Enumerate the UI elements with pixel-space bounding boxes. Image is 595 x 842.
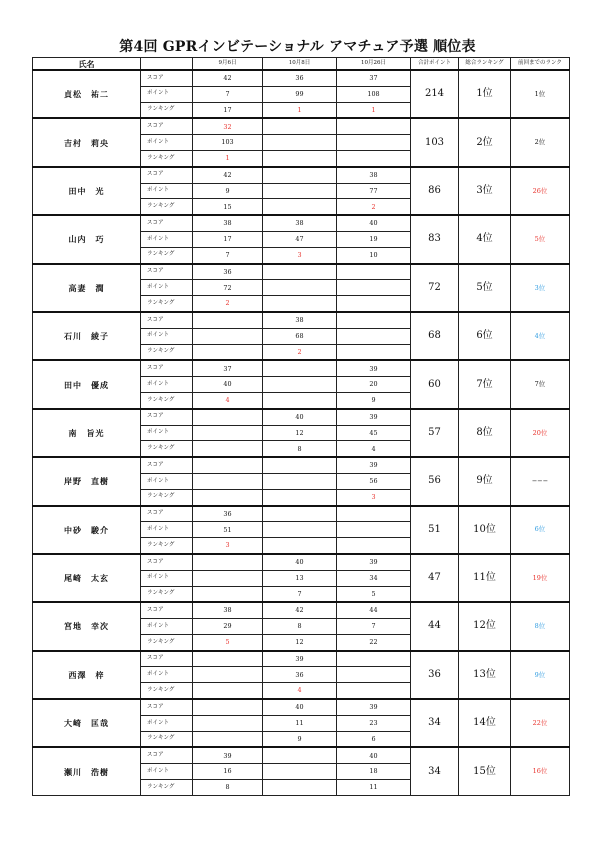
points-cell: 77 [337, 183, 411, 199]
rank-cell: 1 [263, 102, 337, 118]
player-name: 山内 巧 [33, 215, 141, 263]
rank-cell: 8 [263, 441, 337, 457]
rank-cell [263, 489, 337, 505]
points-cell: 17 [193, 231, 263, 247]
player-row [33, 457, 570, 473]
overall-rank: 13位 [459, 651, 511, 699]
previous-rank: 4位 [511, 312, 570, 360]
points-cell: 103 [193, 135, 263, 151]
player-row [33, 118, 570, 134]
row-label-score: スコア [141, 699, 193, 715]
player-row [33, 264, 570, 280]
row-label-rank: ランキング [141, 683, 193, 699]
points-cell: 34 [337, 570, 411, 586]
rank-cell: 11 [337, 780, 411, 796]
row-label-rank: ランキング [141, 102, 193, 118]
header-label-blank [141, 58, 193, 71]
player-name: 南 旨光 [33, 409, 141, 457]
points-cell: 11 [263, 715, 337, 731]
points-cell: 13 [263, 570, 337, 586]
points-cell [263, 764, 337, 780]
score-cell: 39 [337, 409, 411, 425]
rank-cell [263, 392, 337, 408]
row-label-score: スコア [141, 747, 193, 763]
points-cell: 99 [263, 86, 337, 102]
score-cell [263, 506, 337, 522]
total-points: 47 [411, 554, 459, 602]
score-cell: 42 [263, 602, 337, 618]
rank-cell: 17 [193, 102, 263, 118]
rank-cell: 7 [263, 586, 337, 602]
row-label-points: ポイント [141, 522, 193, 538]
points-cell [337, 328, 411, 344]
rank-cell [337, 296, 411, 312]
score-cell: 39 [337, 699, 411, 715]
score-cell: 39 [263, 651, 337, 667]
score-cell [337, 651, 411, 667]
points-cell: 45 [337, 425, 411, 441]
total-points: 34 [411, 747, 459, 795]
rank-cell: 1 [337, 102, 411, 118]
total-points: 214 [411, 70, 459, 118]
score-cell: 40 [263, 409, 337, 425]
points-cell: 40 [193, 377, 263, 393]
rank-cell [193, 586, 263, 602]
score-cell: 38 [263, 215, 337, 231]
player-row [33, 215, 570, 231]
points-cell: 68 [263, 328, 337, 344]
header-date-3: 10月26日 [337, 58, 411, 71]
score-cell: 42 [193, 167, 263, 183]
header-overall-rank: 総合ランキング [459, 58, 511, 71]
previous-rank: 3位 [511, 264, 570, 312]
overall-rank: 3位 [459, 167, 511, 215]
player-name: 石川 綾子 [33, 312, 141, 360]
rank-cell: 3 [193, 538, 263, 554]
player-row [33, 167, 570, 183]
overall-rank: 14位 [459, 699, 511, 747]
rank-cell [263, 150, 337, 166]
rank-cell: 1 [193, 150, 263, 166]
previous-rank: 6位 [511, 506, 570, 554]
points-cell: 23 [337, 715, 411, 731]
total-points: 57 [411, 409, 459, 457]
header-name: 氏名 [33, 58, 141, 71]
points-cell [193, 328, 263, 344]
rank-cell: 5 [193, 634, 263, 650]
row-label-score: スコア [141, 457, 193, 473]
points-cell [263, 280, 337, 296]
previous-rank: 2位 [511, 118, 570, 166]
previous-rank: 7位 [511, 360, 570, 408]
player-name: 田中 優成 [33, 360, 141, 408]
points-cell [337, 280, 411, 296]
row-label-score: スコア [141, 409, 193, 425]
points-cell [263, 522, 337, 538]
rank-cell: 3 [263, 247, 337, 263]
row-label-points: ポイント [141, 715, 193, 731]
row-label-points: ポイント [141, 135, 193, 151]
score-cell: 38 [337, 167, 411, 183]
rank-cell [263, 296, 337, 312]
rank-cell [193, 489, 263, 505]
points-cell [337, 667, 411, 683]
points-cell: 108 [337, 86, 411, 102]
points-cell [193, 667, 263, 683]
player-name: 岸野 直樹 [33, 457, 141, 505]
previous-rank: 9位 [511, 651, 570, 699]
player-row [33, 554, 570, 570]
player-row [33, 360, 570, 376]
player-name: 大崎 匡哉 [33, 699, 141, 747]
score-cell: 36 [193, 506, 263, 522]
score-cell: 38 [263, 312, 337, 328]
player-row [33, 602, 570, 618]
row-label-rank: ランキング [141, 634, 193, 650]
score-cell: 40 [263, 554, 337, 570]
previous-rank: 26位 [511, 167, 570, 215]
points-cell: 9 [193, 183, 263, 199]
row-label-points: ポイント [141, 425, 193, 441]
score-cell: 36 [193, 264, 263, 280]
score-cell [193, 554, 263, 570]
rank-cell [263, 780, 337, 796]
row-label-rank: ランキング [141, 586, 193, 602]
player-name: 吉村 莉央 [33, 118, 141, 166]
overall-rank: 11位 [459, 554, 511, 602]
row-label-points: ポイント [141, 570, 193, 586]
row-label-rank: ランキング [141, 344, 193, 360]
row-label-score: スコア [141, 312, 193, 328]
row-label-score: スコア [141, 70, 193, 86]
points-cell: 7 [337, 619, 411, 635]
player-name: 高妻 潤 [33, 264, 141, 312]
rank-cell: 4 [337, 441, 411, 457]
score-cell [193, 312, 263, 328]
score-cell [263, 264, 337, 280]
points-cell: 29 [193, 619, 263, 635]
rank-cell: 3 [337, 489, 411, 505]
previous-rank: 20位 [511, 409, 570, 457]
rank-cell: 12 [263, 634, 337, 650]
rank-cell [337, 150, 411, 166]
score-cell: 40 [337, 215, 411, 231]
points-cell: 16 [193, 764, 263, 780]
row-label-rank: ランキング [141, 247, 193, 263]
score-cell: 44 [337, 602, 411, 618]
row-label-score: スコア [141, 651, 193, 667]
row-label-score: スコア [141, 554, 193, 570]
points-cell: 51 [193, 522, 263, 538]
score-cell [263, 747, 337, 763]
rank-cell: 5 [337, 586, 411, 602]
header-date-2: 10月8日 [263, 58, 337, 71]
row-label-points: ポイント [141, 377, 193, 393]
score-cell: 38 [193, 602, 263, 618]
previous-rank: −−− [511, 457, 570, 505]
points-cell: 72 [193, 280, 263, 296]
total-points: 72 [411, 264, 459, 312]
player-name: 貞松 祐二 [33, 70, 141, 118]
row-label-rank: ランキング [141, 150, 193, 166]
points-cell: 19 [337, 231, 411, 247]
score-cell [337, 118, 411, 134]
row-label-score: スコア [141, 215, 193, 231]
rank-cell: 9 [337, 392, 411, 408]
row-label-rank: ランキング [141, 392, 193, 408]
standings-table [32, 57, 570, 796]
header-prev-rank: 前回までのランク [511, 58, 570, 71]
score-cell: 32 [193, 118, 263, 134]
overall-rank: 1位 [459, 70, 511, 118]
total-points: 51 [411, 506, 459, 554]
points-cell: 36 [263, 667, 337, 683]
overall-rank: 12位 [459, 602, 511, 650]
score-cell [193, 409, 263, 425]
rank-cell: 22 [337, 634, 411, 650]
score-cell [263, 457, 337, 473]
rank-cell: 2 [193, 296, 263, 312]
points-cell [263, 377, 337, 393]
overall-rank: 2位 [459, 118, 511, 166]
previous-rank: 22位 [511, 699, 570, 747]
score-cell [337, 312, 411, 328]
total-points: 103 [411, 118, 459, 166]
rank-cell [263, 538, 337, 554]
previous-rank: 8位 [511, 602, 570, 650]
row-label-points: ポイント [141, 328, 193, 344]
points-cell [193, 570, 263, 586]
player-name: 尾崎 太玄 [33, 554, 141, 602]
total-points: 56 [411, 457, 459, 505]
row-label-rank: ランキング [141, 538, 193, 554]
row-label-score: スコア [141, 264, 193, 280]
header-date-1: 9月6日 [193, 58, 263, 71]
points-cell [263, 135, 337, 151]
player-row [33, 70, 570, 86]
total-points: 68 [411, 312, 459, 360]
row-label-rank: ランキング [141, 199, 193, 215]
row-label-score: スコア [141, 118, 193, 134]
player-row [33, 747, 570, 763]
score-cell: 42 [193, 70, 263, 86]
player-row [33, 409, 570, 425]
player-row [33, 506, 570, 522]
rank-cell [193, 344, 263, 360]
previous-rank: 5位 [511, 215, 570, 263]
overall-rank: 9位 [459, 457, 511, 505]
row-label-rank: ランキング [141, 731, 193, 747]
rank-cell: 9 [263, 731, 337, 747]
overall-rank: 10位 [459, 506, 511, 554]
points-cell: 18 [337, 764, 411, 780]
player-name: 瀬川 浩樹 [33, 747, 141, 795]
points-cell [263, 183, 337, 199]
overall-rank: 4位 [459, 215, 511, 263]
row-label-points: ポイント [141, 280, 193, 296]
score-cell: 39 [337, 457, 411, 473]
rank-cell [193, 441, 263, 457]
player-name: 宮地 幸次 [33, 602, 141, 650]
overall-rank: 7位 [459, 360, 511, 408]
previous-rank: 16位 [511, 747, 570, 795]
row-label-score: スコア [141, 167, 193, 183]
row-label-rank: ランキング [141, 780, 193, 796]
rank-cell: 15 [193, 199, 263, 215]
total-points: 83 [411, 215, 459, 263]
rank-cell: 2 [337, 199, 411, 215]
previous-rank: 19位 [511, 554, 570, 602]
score-cell [263, 167, 337, 183]
score-cell: 40 [263, 699, 337, 715]
row-label-points: ポイント [141, 86, 193, 102]
player-name: 田中 光 [33, 167, 141, 215]
score-cell: 36 [263, 70, 337, 86]
points-cell: 12 [263, 425, 337, 441]
row-label-points: ポイント [141, 764, 193, 780]
total-points: 44 [411, 602, 459, 650]
rank-cell [263, 199, 337, 215]
score-cell: 38 [193, 215, 263, 231]
overall-rank: 8位 [459, 409, 511, 457]
rank-cell: 4 [263, 683, 337, 699]
row-label-score: スコア [141, 506, 193, 522]
score-cell: 39 [193, 747, 263, 763]
points-cell [193, 715, 263, 731]
score-cell: 37 [337, 70, 411, 86]
rank-cell: 2 [263, 344, 337, 360]
points-cell: 7 [193, 86, 263, 102]
score-cell [193, 699, 263, 715]
rank-cell: 8 [193, 780, 263, 796]
player-name: 西澤 梓 [33, 651, 141, 699]
player-name: 中砂 駿介 [33, 506, 141, 554]
points-cell [337, 135, 411, 151]
rank-cell [337, 538, 411, 554]
rank-cell [337, 344, 411, 360]
score-cell: 40 [337, 747, 411, 763]
points-cell: 47 [263, 231, 337, 247]
player-row [33, 699, 570, 715]
row-label-rank: ランキング [141, 296, 193, 312]
score-cell: 37 [193, 360, 263, 376]
row-label-points: ポイント [141, 473, 193, 489]
player-row [33, 312, 570, 328]
score-cell [263, 118, 337, 134]
points-cell [193, 425, 263, 441]
score-cell [263, 360, 337, 376]
score-cell [337, 264, 411, 280]
rank-cell [193, 731, 263, 747]
points-cell: 8 [263, 619, 337, 635]
points-cell: 56 [337, 473, 411, 489]
overall-rank: 6位 [459, 312, 511, 360]
row-label-points: ポイント [141, 183, 193, 199]
points-cell [337, 522, 411, 538]
rank-cell: 7 [193, 247, 263, 263]
total-points: 36 [411, 651, 459, 699]
overall-rank: 5位 [459, 264, 511, 312]
row-label-score: スコア [141, 360, 193, 376]
page-title: 第4回 GPRインビテーショナル アマチュア予選 順位表 [119, 39, 476, 55]
total-points: 86 [411, 167, 459, 215]
total-points: 60 [411, 360, 459, 408]
points-cell: 20 [337, 377, 411, 393]
score-cell: 39 [337, 360, 411, 376]
rank-cell [193, 683, 263, 699]
score-cell: 39 [337, 554, 411, 570]
rank-cell: 6 [337, 731, 411, 747]
player-row [33, 651, 570, 667]
row-label-rank: ランキング [141, 441, 193, 457]
row-label-points: ポイント [141, 619, 193, 635]
total-points: 34 [411, 699, 459, 747]
row-label-score: スコア [141, 602, 193, 618]
rank-cell: 10 [337, 247, 411, 263]
rank-cell [337, 683, 411, 699]
previous-rank: 1位 [511, 70, 570, 118]
row-label-points: ポイント [141, 667, 193, 683]
score-cell [193, 457, 263, 473]
header-row [33, 58, 570, 71]
points-cell [193, 473, 263, 489]
score-cell [193, 651, 263, 667]
row-label-points: ポイント [141, 231, 193, 247]
points-cell [263, 473, 337, 489]
rank-cell: 4 [193, 392, 263, 408]
row-label-rank: ランキング [141, 489, 193, 505]
overall-rank: 15位 [459, 747, 511, 795]
score-cell [337, 506, 411, 522]
header-total: 合計ポイント [411, 58, 459, 71]
